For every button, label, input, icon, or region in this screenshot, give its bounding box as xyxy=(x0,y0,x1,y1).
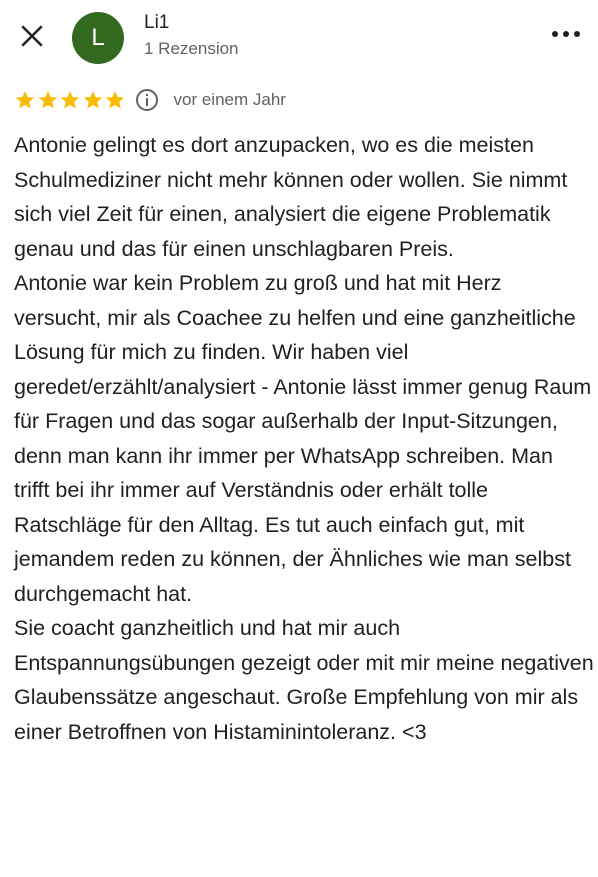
star-icon xyxy=(104,89,126,111)
rating-row xyxy=(14,86,286,114)
review-count: 1 Rezension xyxy=(144,39,239,58)
review-text: Antonie gelingt es dort anzupacken, wo es die meisten Schulmediziner nicht mehr können oder wollen. Sie nimmt sich viel Zeit für einen, analysiert die eigene Problematik genau und das für einen unschlagbaren Preis. Antonie war kein Problem zu groß und hat mit Herz versucht, mir als Coachee zu helfen und eine ganzheitliche Lösung für mich zu finden. Wir haben viel geredet/erzählt/analysiert - Antonie lässt immer genug Raum für Fragen und das sogar außerhalb der Input-Sitzungen, denn man kann ihr immer per WhatsApp schreiben. Man trifft bei ihr immer auf Verständnis oder erhält tolle Ratschläge für den Alltag. Es tut auch einfach gut, mit jemandem reden zu können, der Ähnliches wie man selbst durchgemacht hat. Sie coacht ganzheitlich und hat mir auch Entspannungsübungen gezeigt oder mit mir meine negativen Glaubenssätze angeschaut. Große Empfehlung von mir als einer Betroffnen von Histaminintoleranz. <3 xyxy=(14,133,594,744)
avatar[interactable] xyxy=(72,12,124,64)
star-icon xyxy=(14,89,36,111)
info-button[interactable] xyxy=(135,88,159,112)
close-icon xyxy=(20,24,44,48)
avatar-letter: L xyxy=(91,24,105,51)
review-date: vor einem Jahr xyxy=(173,90,286,109)
star-icon xyxy=(37,89,59,111)
review-header xyxy=(0,0,598,80)
more-horizontal-icon xyxy=(551,30,581,38)
close-button[interactable] xyxy=(14,18,50,54)
star-rating xyxy=(14,89,127,111)
more-options-button[interactable] xyxy=(548,20,584,48)
star-icon xyxy=(82,89,104,111)
info-icon xyxy=(135,88,159,112)
user-name[interactable]: Li1 xyxy=(144,12,170,33)
star-icon xyxy=(59,89,81,111)
